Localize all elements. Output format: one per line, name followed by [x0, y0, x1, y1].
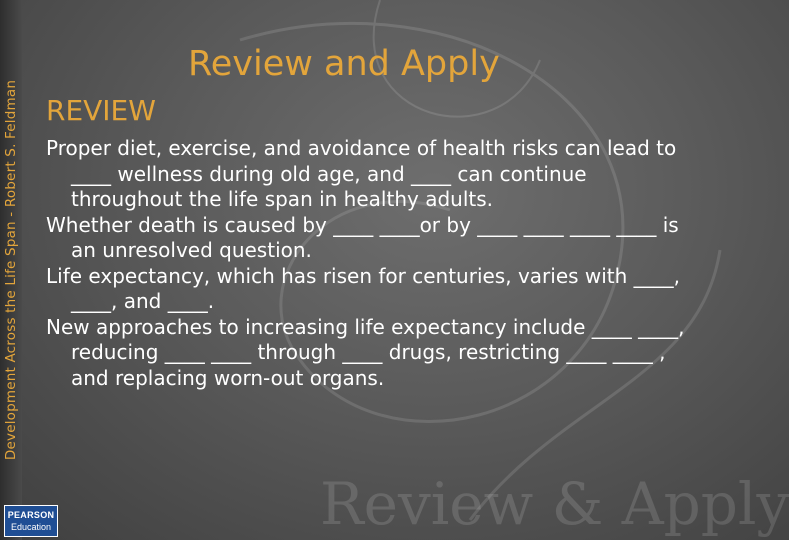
sidebar-book-title: Development Across the Life Span - Robert S. Feldman — [3, 79, 19, 461]
sidebar — [0, 0, 22, 540]
review-item: Whether death is caused by ____ ____or by ____ ____ ____ ____ is an unresolved question. — [46, 212, 679, 262]
logo-line-2: Education — [10, 522, 52, 532]
pearson-logo — [4, 505, 58, 537]
section-heading: REVIEW — [46, 94, 156, 127]
review-item: New approaches to increasing life expectancy include ____ ____, reducing ____ ____ through ____ drugs, restricting ____ ____ , and replacing worn-out organs. — [46, 314, 685, 390]
watermark-text: Review & Apply — [320, 470, 789, 538]
review-item: Proper diet, exercise, and avoidance of health risks can lead to ____ wellness during old age, and ____ can continue throughout the life span in healthy adults. — [46, 136, 677, 211]
slide-title: Review and Apply — [188, 44, 500, 84]
review-content — [46, 136, 686, 391]
logo-line-1: PEARSON — [7, 510, 55, 520]
review-item: Life expectancy, which has risen for centuries, varies with ____, ____, and ____. — [46, 263, 681, 313]
